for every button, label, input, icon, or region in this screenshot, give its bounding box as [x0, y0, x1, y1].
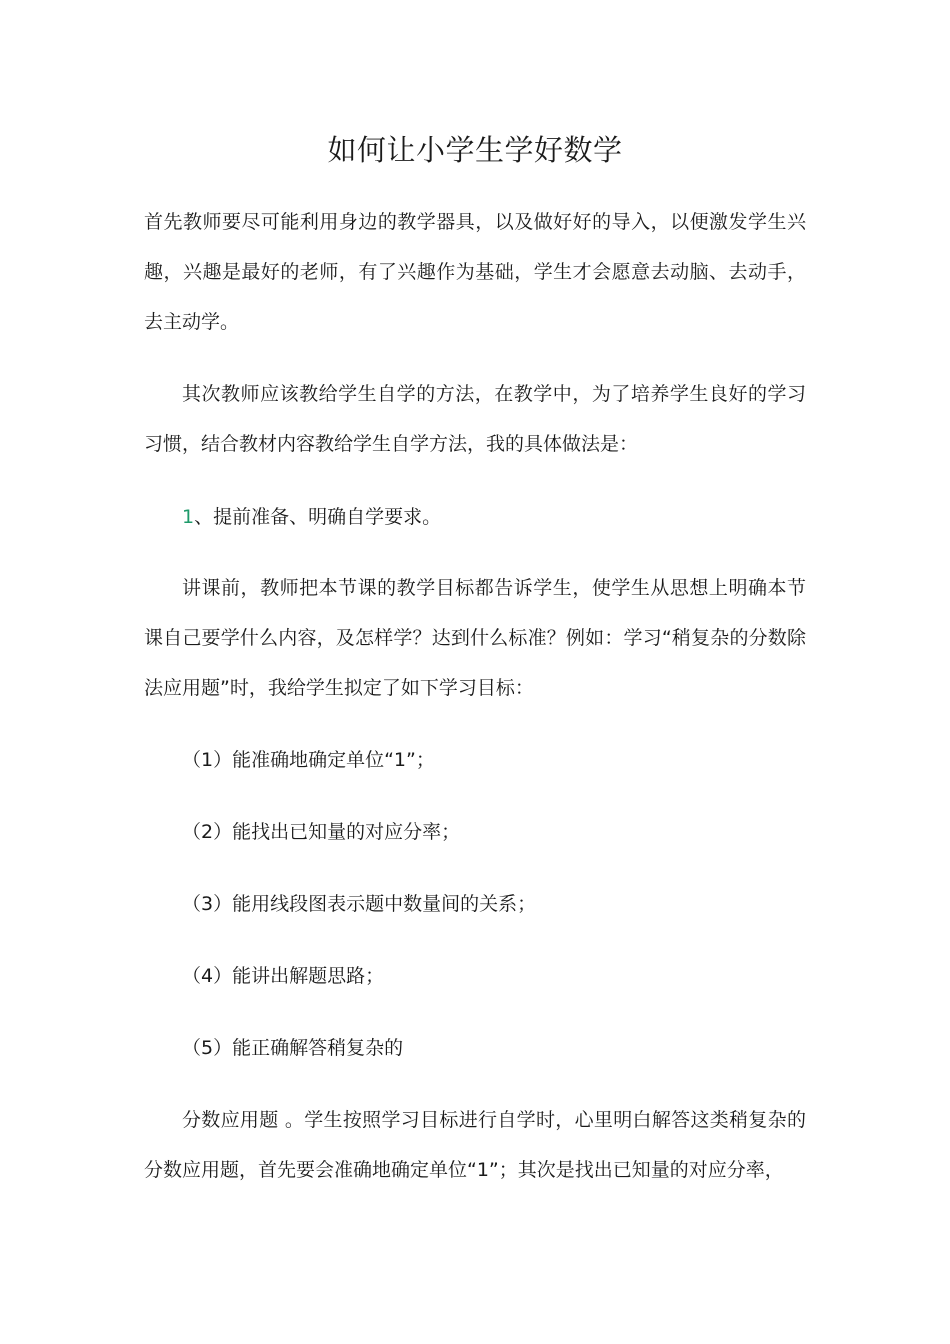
paragraph-3: 讲课前，教师把本节课的教学目标都告诉学生，使学生从思想上明确本节课自己要学什么内容，及怎样学？达到什么标准？例如：学习“稍复杂的分数除法应用题”时，我给学生拟定了如下学习目标： — [144, 577, 806, 699]
section-heading-number: 1 — [182, 506, 195, 528]
section-heading-text: 、提前准备、明确自学要求。 — [194, 506, 442, 528]
paragraph-2: 其次教师应该教给学生自学的方法，在教学中，为了培养学生良好的学习习惯，结合教材内容教给学生自学方法，我的具体做法是： — [144, 383, 806, 455]
document-title: 如何让小学生学好数学 — [327, 133, 623, 167]
paragraph-4: 分数应用题 。学生按照学习目标进行自学时，心里明白解答这类稍复杂的分数应用题，首先要会准确地确定单位“1”；其次是找出已知量的对应分率， — [144, 1109, 806, 1181]
paragraph-1: 首先教师要尽可能利用身边的教学器具，以及做好好的导入，以便激发学生兴趣，兴趣是最好的老师，有了兴趣作为基础，学生才会愿意去动脑、去动手，去主动学。 — [144, 211, 806, 333]
goal-item-3: （3）能用线段图表示题中数量间的关系； — [182, 893, 537, 915]
goal-item-1: （1）能准确地确定单位“1”； — [182, 749, 435, 771]
goal-item-4: （4）能讲出解题思路； — [182, 965, 385, 987]
section-heading-1 — [182, 492, 441, 542]
goal-item-2: （2）能找出已知量的对应分率； — [182, 821, 461, 843]
goal-item-5: （5）能正确解答稍复杂的 — [182, 1037, 404, 1059]
